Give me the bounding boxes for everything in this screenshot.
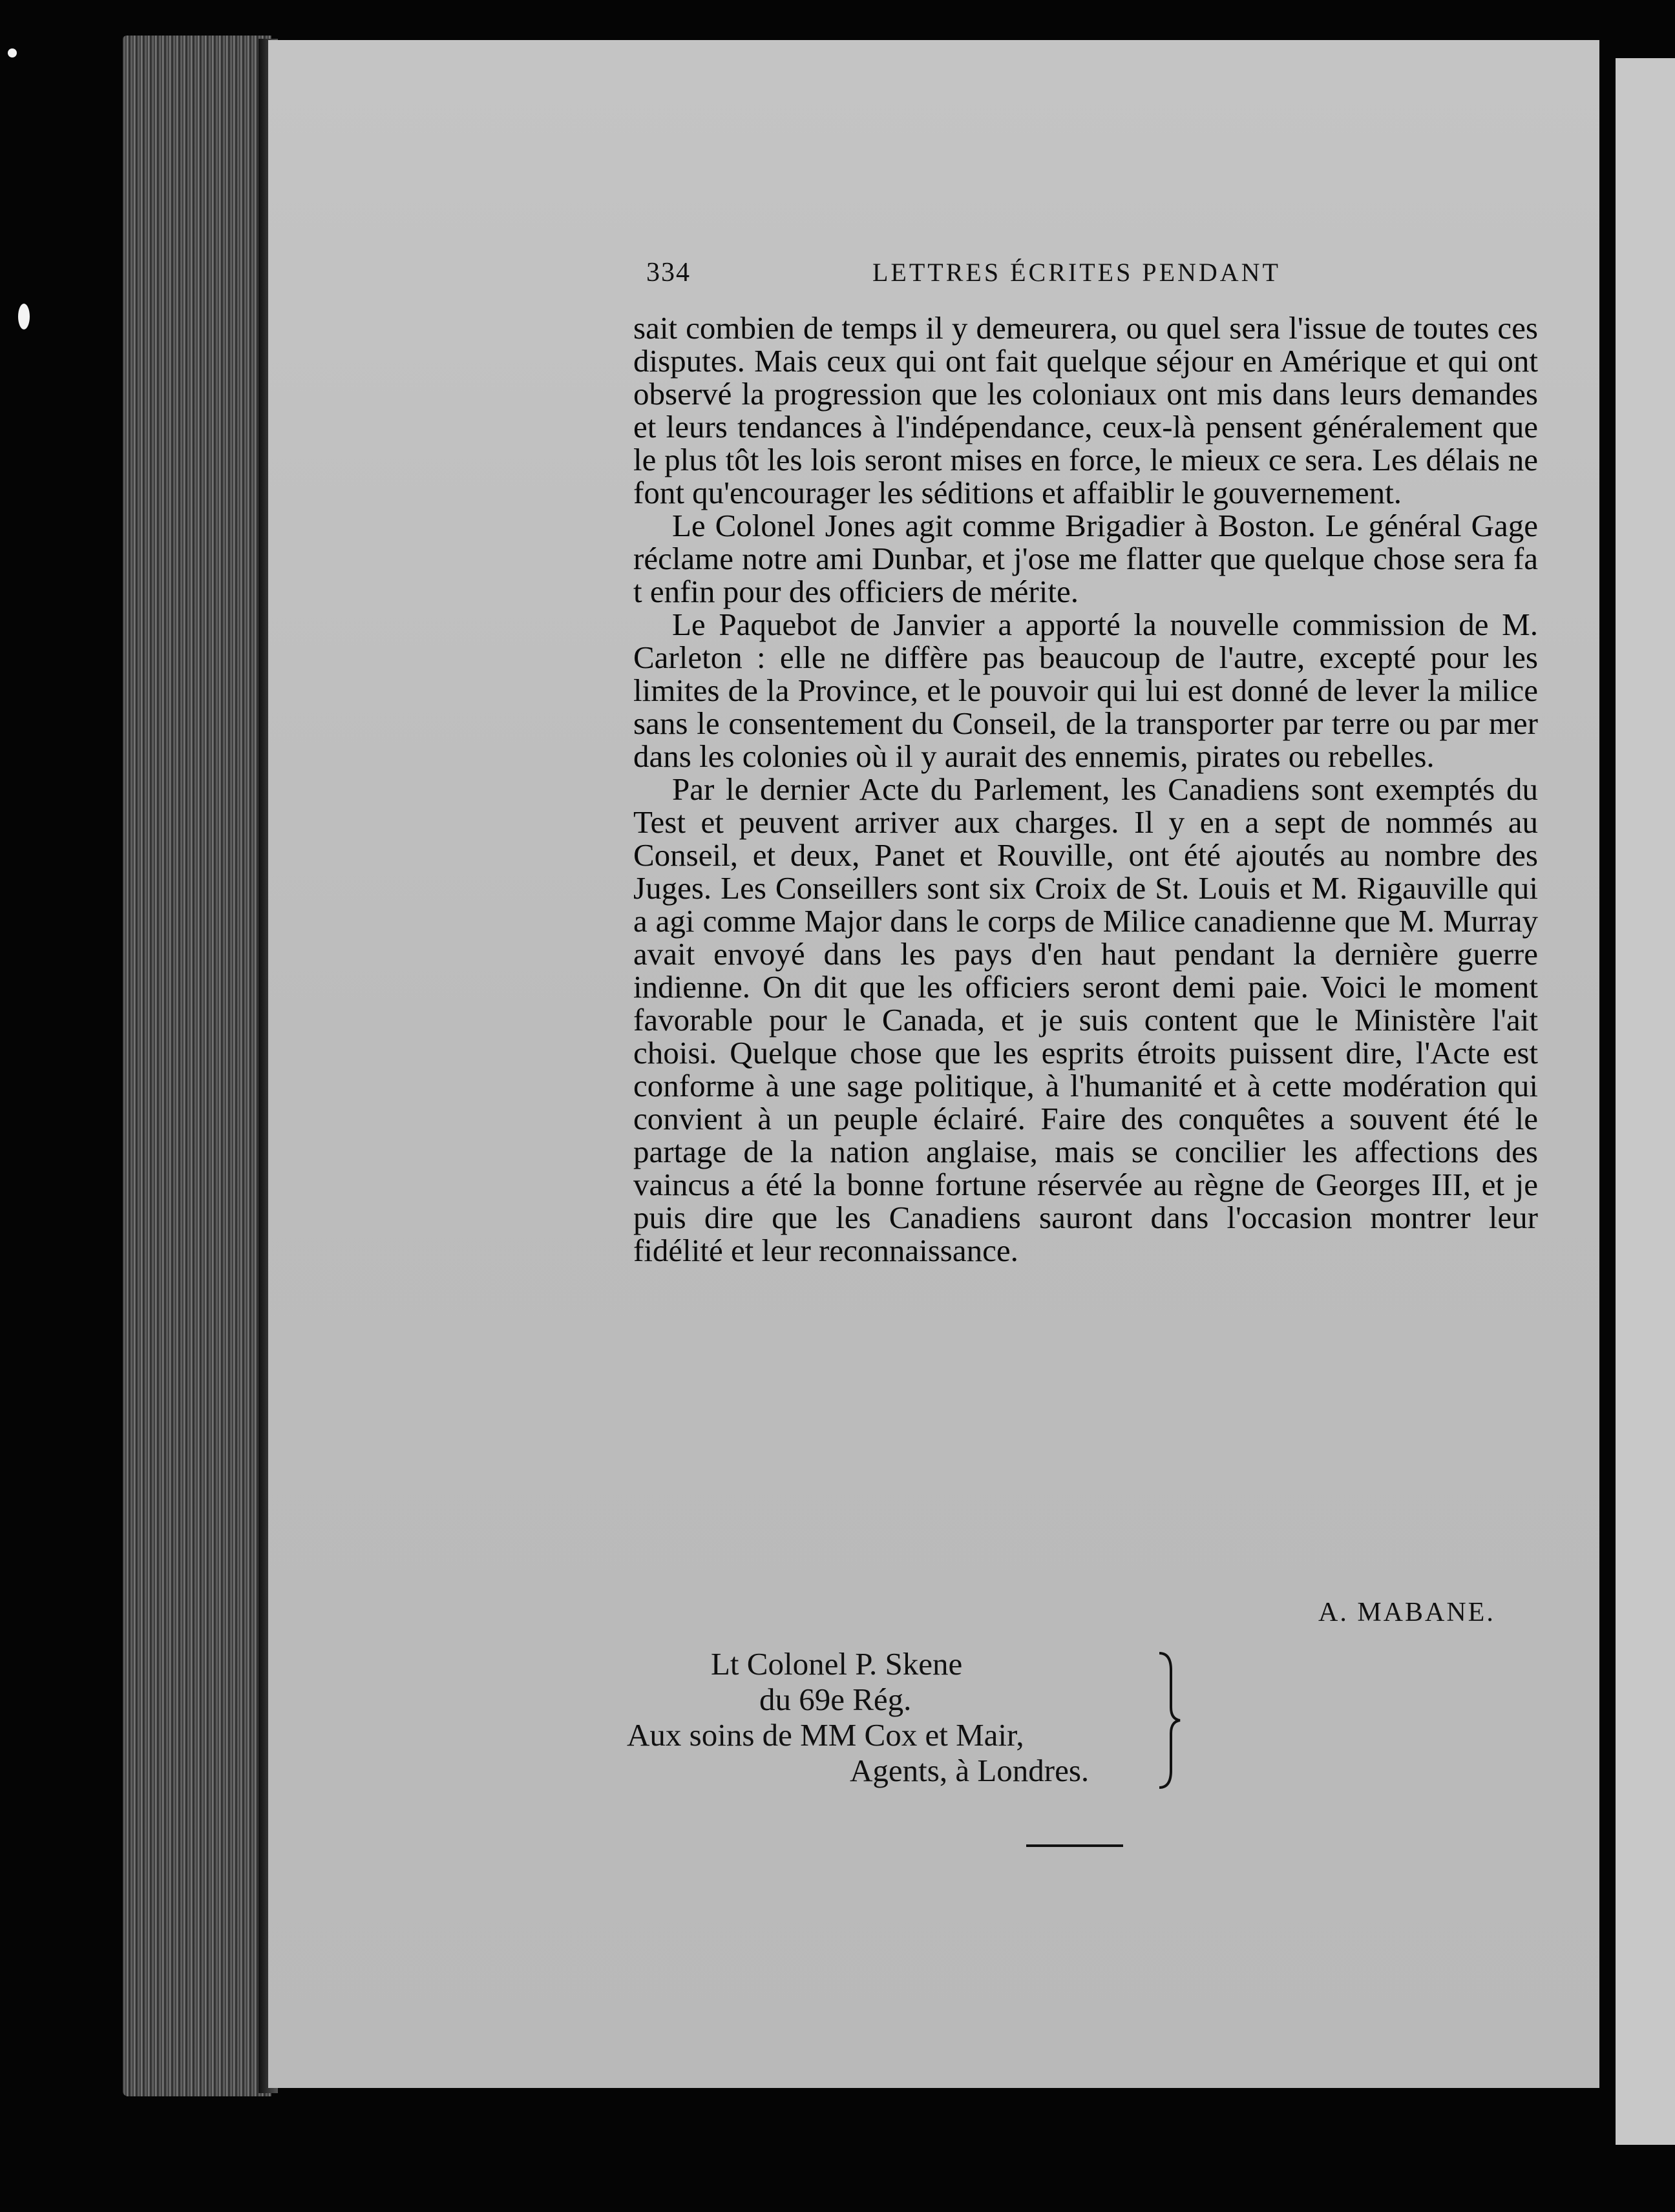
book-page-edge bbox=[123, 36, 271, 2096]
curly-brace-icon bbox=[1157, 1651, 1183, 1789]
address-line: du 69e Rég. bbox=[759, 1682, 912, 1717]
separator-rule bbox=[1026, 1844, 1123, 1847]
paragraph: Le Paquebot de Janvier a apporté la nouvelle commission de M. Carleton : elle ne diffère pas beaucoup de l'autre, excepté pour les limites de la Province, et le pouvoir qui lui est donné de lever la milice sans le consentement du Conseil, de la transporter par terre ou par mer dans les colonies où il y aurait des ennemis, pirates ou rebelles. bbox=[633, 607, 1538, 774]
paragraph: Le Colonel Jones agit comme Brigadier à Boston. Le général Gage réclame notre ami Dunbar, et j'ose me flatter que quelque chose sera fa t enfin pour des officiers de mérite. bbox=[633, 508, 1538, 609]
signature: A. MABANE. bbox=[1318, 1598, 1495, 1627]
address-line: Lt Colonel P. Skene bbox=[711, 1646, 963, 1682]
address-line: Aux soins de MM Cox et Mair, bbox=[627, 1717, 1024, 1753]
page-gap bbox=[1599, 0, 1616, 2212]
scan-blot bbox=[8, 48, 17, 57]
address-block bbox=[627, 1646, 1170, 1788]
address-line: Agents, à Londres. bbox=[850, 1753, 1090, 1788]
page-number: 334 bbox=[646, 258, 691, 287]
paragraph: Par le dernier Acte du Parlement, les Canadiens sont exemptés du Test et peuvent arriver aux charges. Il y en a sept de nommés au Conseil, et deux, Panet et Rouville, ont été ajoutés au nombre des Juges. Les Conseillers sont six Croix de St. Louis et M. Rigauville qui a agi comme Major dans le corps de Milice canadienne que M. Murray avait envoyé dans les pays d'en haut pendant la dernière guerre indienne. On dit que les officiers seront demi paie. Voici le moment favorable pour le Canada, et je suis content que le Ministère l'ait choisi. Quelque chose que les esprits étroits puissent dire, l'Acte est conforme à une sage politique, à l'humanité et à cette modération qui convient à un peuple éclairé. Faire des conquêtes a souvent été le partage de la nation anglaise, mais se concilier les affections des vaincus a été la bonne fortune réservée au règne de Georges III, et je puis dire que les Canadiens sauront dans l'occasion montrer leur fidélité et leur reconnaissance. bbox=[633, 771, 1538, 1268]
next-page-sliver bbox=[1616, 58, 1675, 2145]
letter-body bbox=[633, 311, 1538, 1267]
paragraph: sait combien de temps il y demeurera, ou quel sera l'issue de toutes ces disputes. Mais ceux qui ont fait quelque séjour en Amérique et qui ont observé la progression que les coloniaux ont mis dans leurs demandes et leurs tendances à l'indépendance, ceux-là pensent généralement que le plus tôt les lois seront mises en force, le mieux ce sera. Les délais ne font qu'encourager les séditions et affaiblir le gouvernement. bbox=[633, 310, 1538, 510]
scan-blot bbox=[18, 304, 30, 329]
running-head bbox=[646, 257, 1325, 296]
header-title: LETTRES ÉCRITES PENDANT bbox=[872, 258, 1281, 287]
